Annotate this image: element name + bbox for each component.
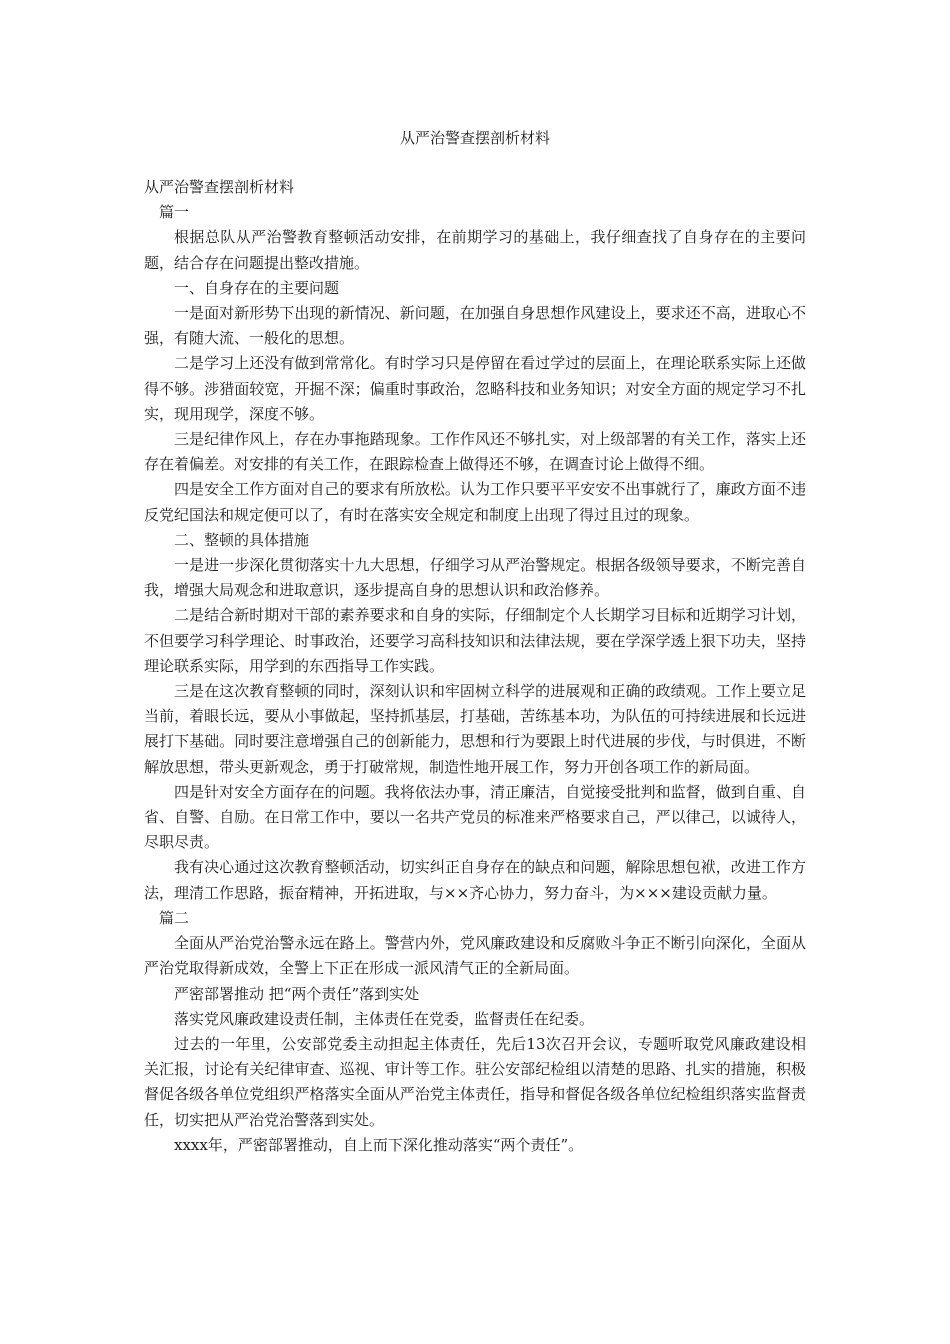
document-subtitle: 从严治警查摆剖析材料 xyxy=(144,178,295,196)
paragraph: 我有决心通过这次教育整顿活动，切实纠正自身存在的缺点和问题，解除思想包袱，改进工作方法，理清工作思路，振奋精神，开拓进取，与××齐心协力，努力奋斗，为×××建设贡献力量。 xyxy=(144,858,806,902)
document-body xyxy=(144,175,806,1158)
paragraph: 一是进一步深化贯彻落实十九大思想，仔细学习从严治警规定。根据各级领导要求，不断完善自我，增强大局观念和进取意识，逐步提高自身的思想认识和政治修养。 xyxy=(144,556,806,600)
paragraph: xxxx年，严密部署推动，自上而下深化推动落实“两个责任”。 xyxy=(174,1135,584,1154)
section-heading: 二、整顿的具体措施 xyxy=(174,530,310,549)
paragraph: 落实党风廉政建设责任制，主体责任在党委，监督责任在纪委。 xyxy=(174,1009,595,1028)
paragraph: 全面从严治党治警永远在路上。警营内外，党风廉政建设和反腐败斗争正不断引向深化，全面从严治党取得新成效，全警上下正在形成一派风清气正的全新局面。 xyxy=(144,934,806,978)
section-heading-part-2: 篇二 xyxy=(159,908,190,927)
section-heading-part-1: 篇一 xyxy=(159,203,190,222)
document-title: 从严治警查摆剖析材料 xyxy=(399,129,550,147)
paragraph: 二是结合新时期对干部的素养要求和自身的实际，仔细制定个人长期学习目标和近期学习计划，不但要学习科学理论、时事政治，还要学习高科技知识和法律法规，要在学深学透上狠下功夫，坚持理论联系实际，用学到的东西指导工作实践。 xyxy=(144,606,806,675)
paragraph: 三是纪律作风上，存在办事拖踏现象。工作作风还不够扎实，对上级部署的有关工作，落实上还存在着偏差。对安排的有关工作，在跟踪检查上做得还不够，在调查讨论上做得不细。 xyxy=(144,430,806,474)
paragraph: 一是面对新形势下出现的新情况、新问题，在加强自身思想作风建设上，要求还不高，进取心不强，有随大流、一般化的思想。 xyxy=(144,304,806,348)
paragraph: 四是针对安全方面存在的问题。我将依法办事，清正廉洁，自觉接受批判和监督，做到自重、自省、自警、自励。在日常工作中，要以一名共产党员的标准来严格要求自己，严以律己，以诚待人，尽职尽责。 xyxy=(144,782,806,852)
paragraph: 二是学习上还没有做到常常化。有时学习只是停留在看过学过的层面上，在理论联系实际上还做得不够。涉猎面较宽，开掘不深；偏重时事政治，忽略科技和业务知识；对安全方面的规定学习不扎实，现用现学，深度不够。 xyxy=(144,354,806,423)
section-heading: 严密部署推动 把“两个责任”落到实处 xyxy=(174,984,420,1003)
paragraph: 三是在这次教育整顿的同时，深刻认识和牢固树立科学的进展观和正确的政绩观。工作上要立足当前，着眼长远，要从小事做起，坚持抓基层，打基础，苦练基本功，为队伍的可持续进展和长远进展打下基础。同时要注意增强自己的创新能力，思想和行为要跟上时代进展的步伐，与时俱进，不断解放思想，带头更新观念，勇于打破常规，制造性地开展工作，努力开创各项工作的新局面。 xyxy=(144,682,806,776)
paragraph: 根据总队从严治警教育整顿活动安排，在前期学习的基础上，我仔细查找了自身存在的主要问题，结合存在问题提出整改措施。 xyxy=(144,228,806,272)
paragraph: 四是安全工作方面对自己的要求有所放松。认为工作只要平平安安不出事就行了，廉政方面不违反党纪国法和规定便可以了，有时在落实安全规定和制度上出现了得过且过的现象。 xyxy=(144,480,806,524)
paragraph: 过去的一年里，公安部党委主动担起主体责任，先后13次召开会议，专题听取党风廉政建设相关汇报，讨论有关纪律审查、巡视、审计等工作。驻公安部纪检组以清楚的思路、扎实的措施，积极督促各级各单位党组织严格落实全面从严治党主体责任，指导和督促各级各单位纪检组织落实监督责任，切实把从严治党治警落到实处。 xyxy=(144,1034,806,1129)
section-heading: 一、自身存在的主要问题 xyxy=(174,278,340,297)
